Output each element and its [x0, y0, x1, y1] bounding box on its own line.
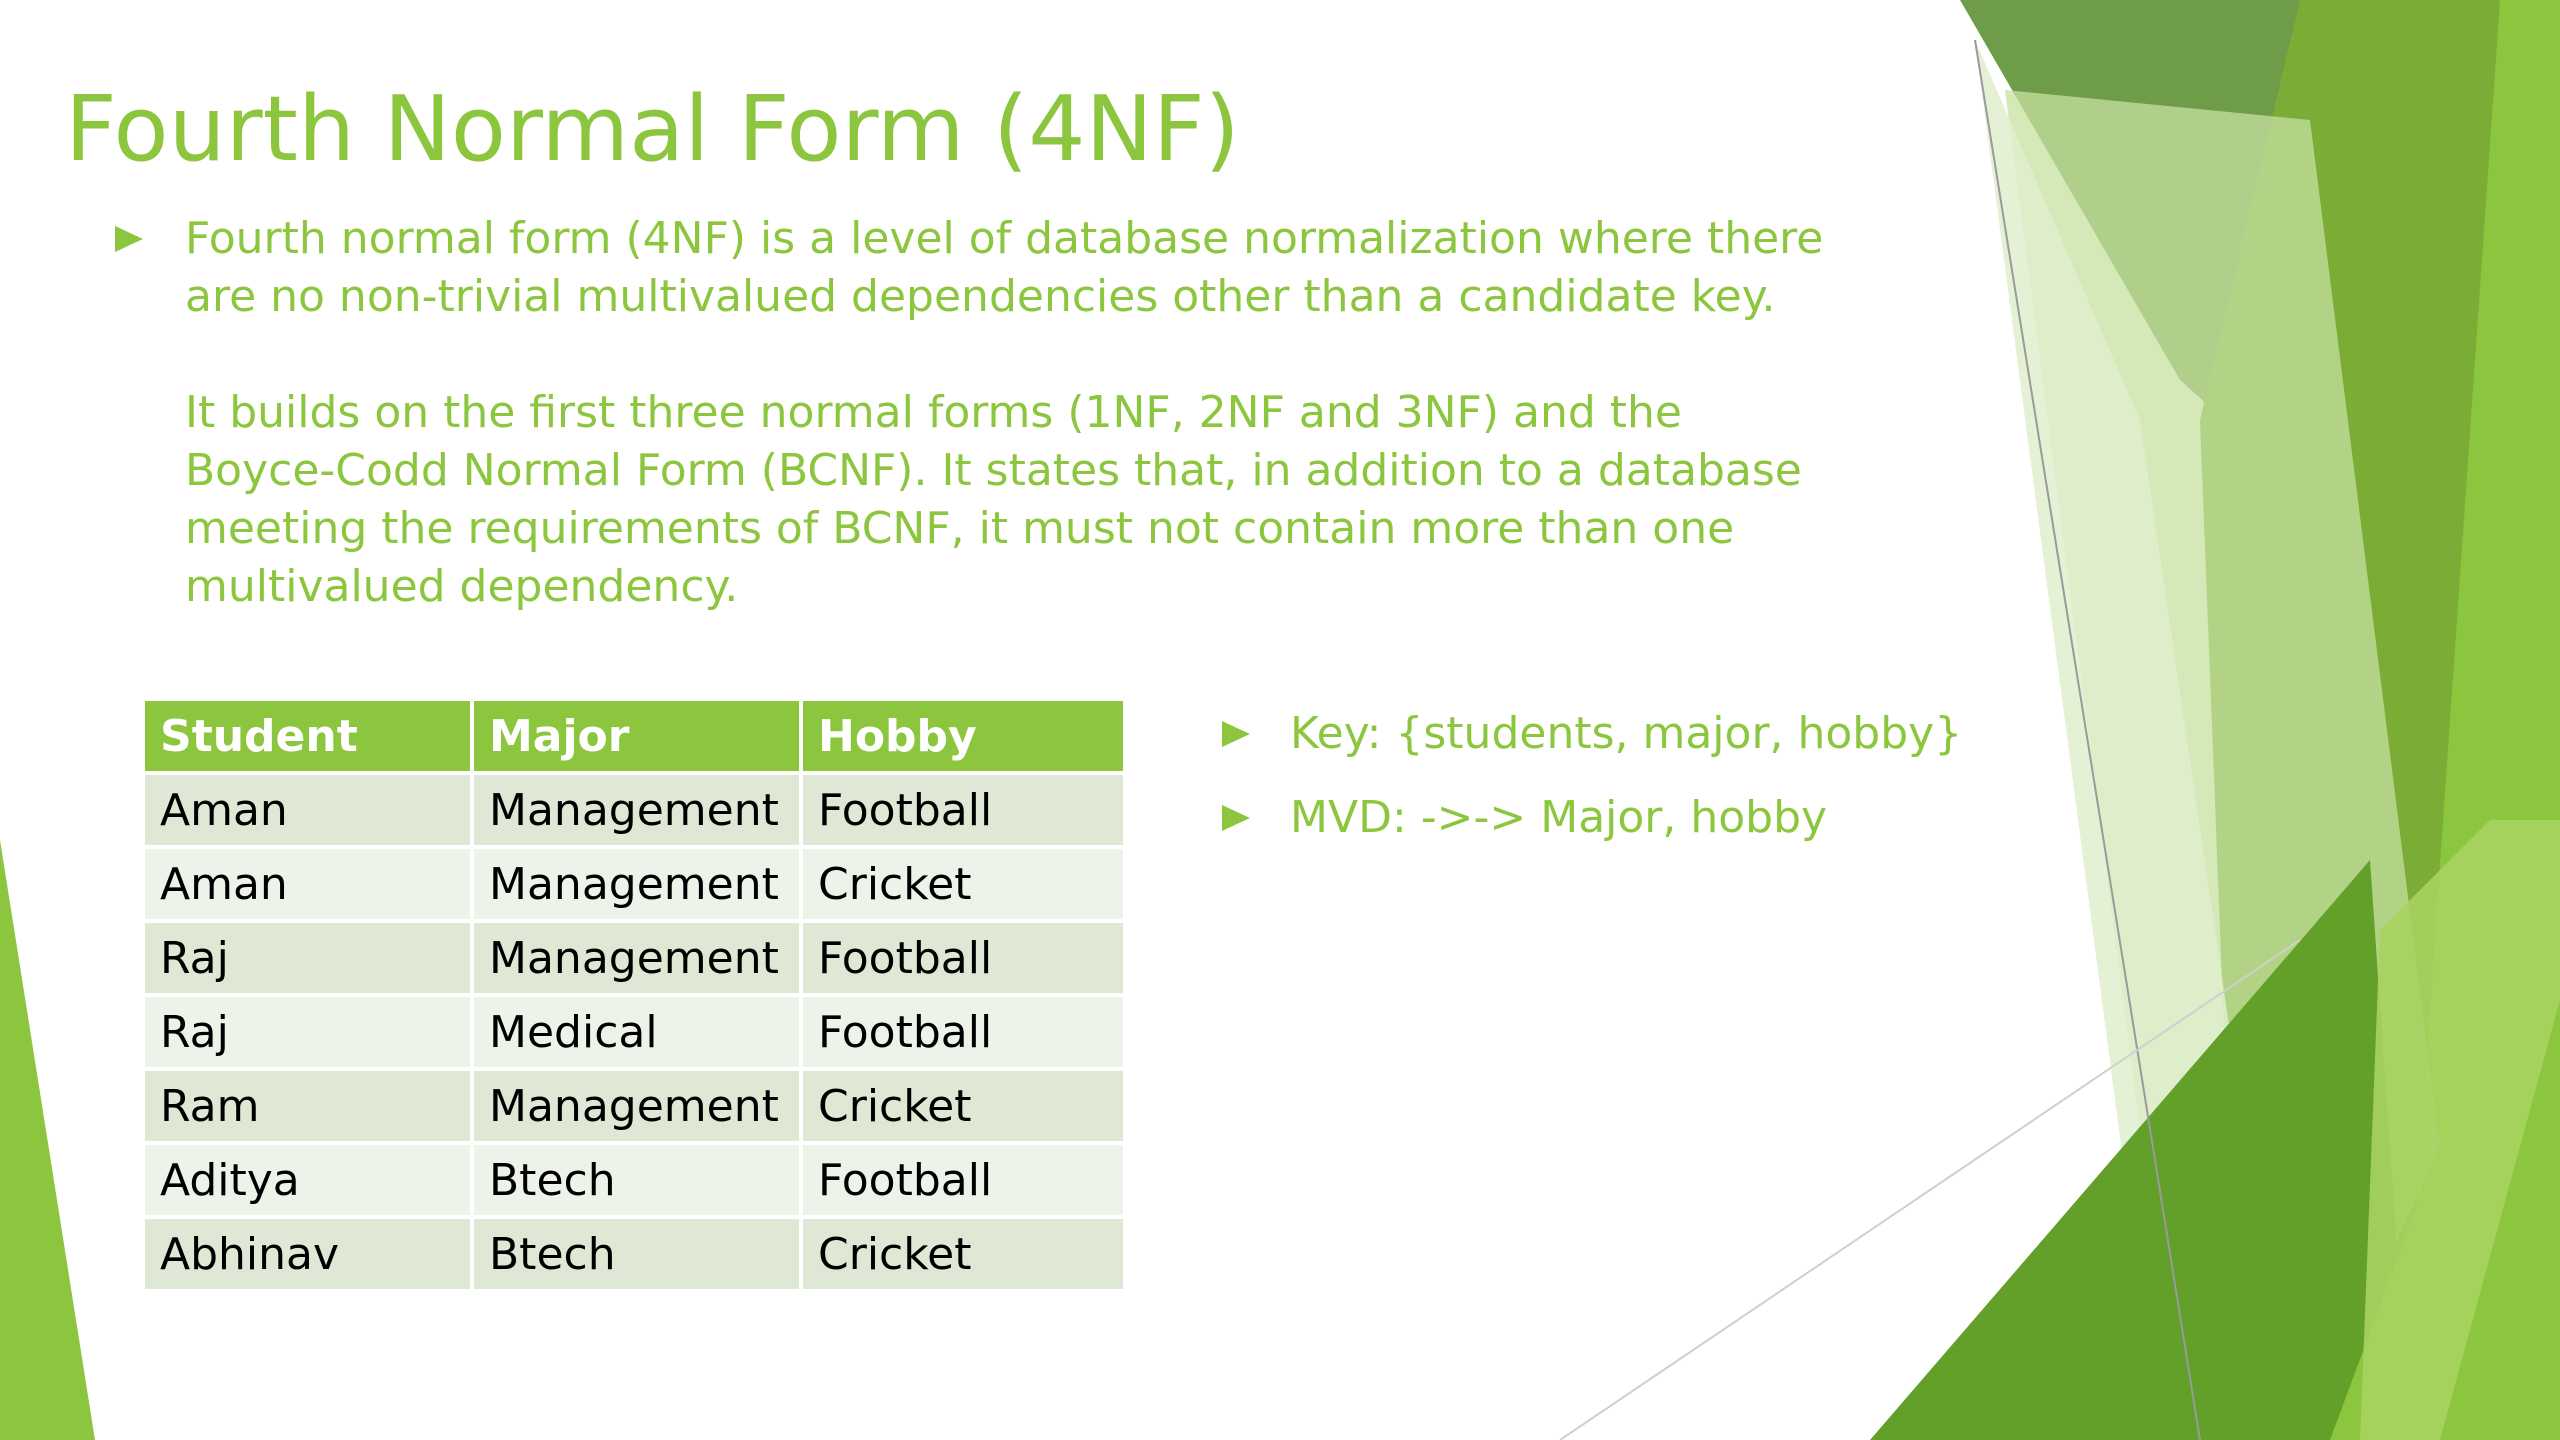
table-cell-hobby: Football — [803, 775, 1123, 845]
table-header-major: Major — [474, 701, 799, 771]
side-bullet-key — [1222, 705, 1962, 763]
table-cell-major: Btech — [474, 1145, 799, 1215]
table-header-hobby: Hobby — [803, 701, 1123, 771]
table-cell-major: Btech — [474, 1219, 799, 1289]
table-row — [145, 1219, 1123, 1289]
table-cell-student: Raj — [145, 923, 470, 993]
table-cell-major: Management — [474, 923, 799, 993]
table-row — [145, 1071, 1123, 1141]
bullet-paragraph-definition: Fourth normal form (4NF) is a level of database normalization where there are no non-trivial multivalued dependencies other than a candidate key. — [185, 213, 1824, 322]
table-cell-hobby: Football — [803, 1145, 1123, 1215]
bullet-text — [185, 210, 1835, 616]
table-header-student: Student — [145, 701, 470, 771]
table-cell-hobby: Cricket — [803, 849, 1123, 919]
student-table — [141, 697, 1127, 1293]
table-cell-major: Management — [474, 849, 799, 919]
table-row — [145, 923, 1123, 993]
table-cell-hobby: Cricket — [803, 1071, 1123, 1141]
table-cell-hobby: Cricket — [803, 1219, 1123, 1289]
table-row — [145, 775, 1123, 845]
table-row — [145, 849, 1123, 919]
table-cell-student: Abhinav — [145, 1219, 470, 1289]
table-cell-student: Aman — [145, 849, 470, 919]
table-row — [145, 1145, 1123, 1215]
table-cell-major: Medical — [474, 997, 799, 1067]
table-row — [145, 997, 1123, 1067]
slide-title: Fourth Normal Form (4NF) — [65, 77, 1240, 182]
main-bullet — [115, 210, 1835, 616]
table-cell-student: Raj — [145, 997, 470, 1067]
side-bullet-key-text: Key: {students, major, hobby} — [1290, 708, 1963, 759]
table-cell-hobby: Football — [803, 923, 1123, 993]
side-bullet-mvd — [1222, 789, 1962, 847]
triangle-right-icon — [1222, 721, 1250, 747]
triangle-right-icon — [115, 226, 143, 252]
table-cell-major: Management — [474, 775, 799, 845]
table-cell-student: Ram — [145, 1071, 470, 1141]
table-cell-student: Aditya — [145, 1145, 470, 1215]
table-cell-hobby: Football — [803, 997, 1123, 1067]
side-bullet-list — [1222, 705, 1962, 873]
table-cell-major: Management — [474, 1071, 799, 1141]
left-green-sliver — [0, 840, 95, 1440]
bullet-paragraph-details: It builds on the first three normal forms (1NF, 2NF and 3NF) and the Boyce-Codd Normal Form (BCNF). It states that, in addition to a database meeting the requirements of BCNF, it must not contain more than one multivalued dependency. — [185, 387, 1802, 612]
side-bullet-mvd-text: MVD: ->-> Major, hobby — [1290, 792, 1828, 843]
table-cell-student: Aman — [145, 775, 470, 845]
triangle-right-icon — [1222, 805, 1250, 831]
table-header-row — [145, 701, 1123, 771]
